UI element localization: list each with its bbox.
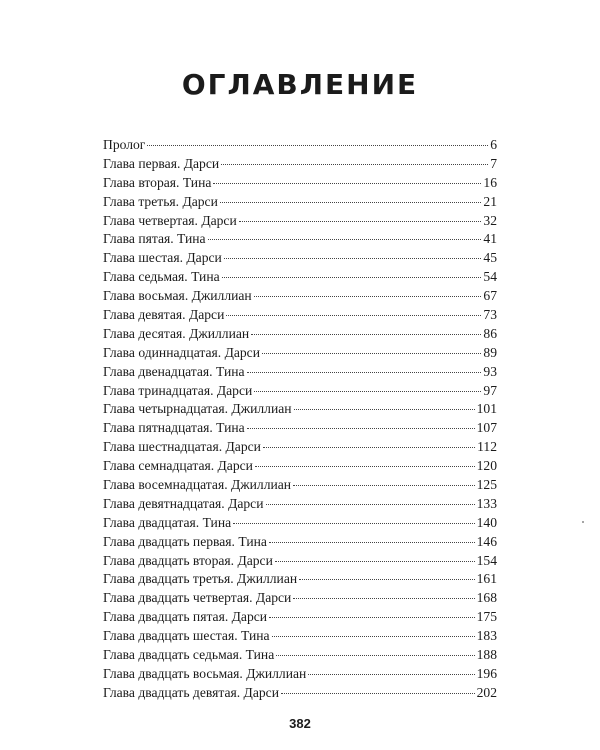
dot-leader <box>263 447 475 448</box>
toc-entry <box>103 193 497 212</box>
table-of-contents <box>103 136 497 703</box>
toc-entry-title: Глава двадцатая. Тина <box>103 514 232 530</box>
toc-entry-title: Глава двадцать четвертая. Дарси <box>103 590 292 606</box>
dot-leader <box>251 334 481 335</box>
dot-leader <box>275 561 475 562</box>
toc-entry-page: 101 <box>476 401 497 417</box>
toc-entry <box>103 306 497 325</box>
dot-leader <box>224 258 482 259</box>
toc-entry-page: 32 <box>483 212 497 228</box>
toc-entry-title: Глава пятнадцатая. Тина <box>103 420 245 436</box>
toc-entry <box>103 363 497 382</box>
toc-entry <box>103 155 497 174</box>
toc-entry <box>103 533 497 552</box>
dot-leader <box>269 542 475 543</box>
dot-leader <box>239 221 482 222</box>
toc-entry-title: Глава двадцать девятая. Дарси <box>103 684 279 700</box>
toc-entry-page: 175 <box>476 609 497 625</box>
toc-entry <box>103 136 497 155</box>
toc-entry-page: 183 <box>476 628 497 644</box>
dot-leader <box>147 145 488 146</box>
toc-entry-page: 168 <box>476 590 497 606</box>
dot-leader <box>208 239 482 240</box>
toc-entry-page: 202 <box>476 684 497 700</box>
toc-entry-page: 146 <box>476 533 497 549</box>
toc-entry-title: Глава третья. Дарси <box>103 193 218 209</box>
toc-entry-title: Глава вторая. Тина <box>103 174 212 190</box>
toc-entry-page: 154 <box>476 552 497 568</box>
toc-entry-page: 86 <box>483 325 497 341</box>
toc-entry <box>103 400 497 419</box>
toc-entry-title: Глава семнадцатая. Дарси <box>103 458 253 474</box>
toc-entry <box>103 382 497 401</box>
toc-entry-title: Глава первая. Дарси <box>103 155 220 171</box>
toc-entry <box>103 514 497 533</box>
toc-entry <box>103 570 497 589</box>
dot-leader <box>247 428 475 429</box>
toc-entry-page: 93 <box>483 363 497 379</box>
toc-entry-page: 7 <box>490 155 497 171</box>
toc-entry-page: 125 <box>476 477 497 493</box>
toc-entry-title: Глава двадцать третья. Джиллиан <box>103 571 298 587</box>
toc-entry-title: Глава двадцать вторая. Дарси <box>103 552 273 568</box>
toc-entry-title: Глава восемнадцатая. Джиллиан <box>103 477 292 493</box>
dot-leader <box>262 353 481 354</box>
toc-entry <box>103 174 497 193</box>
toc-entry <box>103 344 497 363</box>
toc-entry-page: 196 <box>476 665 497 681</box>
print-speck <box>582 521 584 523</box>
toc-entry-title: Глава двадцать шестая. Тина <box>103 628 270 644</box>
dot-leader <box>299 579 474 580</box>
toc-entry <box>103 212 497 231</box>
dot-leader <box>266 504 475 505</box>
toc-entry-page: 45 <box>483 250 497 266</box>
toc-entry-title: Глава тринадцатая. Дарси <box>103 382 253 398</box>
toc-entry <box>103 438 497 457</box>
toc-entry <box>103 325 497 344</box>
toc-entry-page: 41 <box>483 231 497 247</box>
dot-leader <box>294 409 475 410</box>
toc-entry-page: 140 <box>476 514 497 530</box>
dot-leader <box>220 202 482 203</box>
dot-leader <box>221 164 488 165</box>
toc-entry <box>103 589 497 608</box>
toc-entry-title: Пролог <box>103 137 146 152</box>
toc-entry <box>103 684 497 703</box>
toc-entry-page: 54 <box>483 269 497 285</box>
toc-entry-title: Глава девятнадцатая. Дарси <box>103 495 264 511</box>
toc-entry-title: Глава двенадцатая. Тина <box>103 363 245 379</box>
toc-entry-page: 89 <box>483 344 497 360</box>
toc-entry-title: Глава шестая. Дарси <box>103 250 222 266</box>
dot-leader <box>213 183 481 184</box>
toc-entry-page: 73 <box>483 307 497 323</box>
dot-leader <box>254 296 482 297</box>
toc-entry-title: Глава шестнадцатая. Дарси <box>103 439 261 455</box>
toc-entry-page: 6 <box>490 137 497 152</box>
dot-leader <box>226 315 481 316</box>
dot-leader <box>272 636 475 637</box>
dot-leader <box>247 372 482 373</box>
dot-leader <box>222 277 482 278</box>
toc-entry <box>103 457 497 476</box>
toc-entry <box>103 419 497 438</box>
dot-leader <box>293 598 474 599</box>
dot-leader <box>254 391 481 392</box>
dot-leader <box>269 617 475 618</box>
toc-entry <box>103 476 497 495</box>
dot-leader <box>281 693 475 694</box>
toc-entry-title: Глава пятая. Тина <box>103 231 206 247</box>
toc-entry-title: Глава десятая. Джиллиан <box>103 325 250 341</box>
toc-entry-title: Глава седьмая. Тина <box>103 269 220 285</box>
dot-leader <box>293 485 475 486</box>
toc-entry-page: 120 <box>476 458 497 474</box>
toc-entry-title: Глава двадцать пятая. Дарси <box>103 609 268 625</box>
toc-entry-page: 16 <box>483 174 497 190</box>
toc-entry-title: Глава девятая. Дарси <box>103 307 225 323</box>
toc-entry-title: Глава четвертая. Дарси <box>103 212 237 228</box>
dot-leader <box>233 523 474 524</box>
page-title: ОГЛАВЛЕНИЕ <box>181 68 419 101</box>
toc-entry <box>103 608 497 627</box>
toc-entry-page: 107 <box>476 420 497 436</box>
toc-entry-title: Глава одиннадцатая. Дарси <box>103 344 260 360</box>
dot-leader <box>255 466 475 467</box>
toc-entry-page: 188 <box>476 647 497 663</box>
toc-entry-page: 67 <box>483 288 497 304</box>
toc-entry-title: Глава двадцать седьмая. Тина <box>103 647 275 663</box>
toc-entry <box>103 287 497 306</box>
dot-leader <box>276 655 474 656</box>
toc-entry-page: 97 <box>483 382 497 398</box>
toc-entry <box>103 552 497 571</box>
toc-entry-page: 112 <box>477 439 497 455</box>
toc-entry <box>103 646 497 665</box>
toc-entry <box>103 268 497 287</box>
dot-leader <box>308 674 474 675</box>
toc-entry <box>103 249 497 268</box>
toc-entry-page: 21 <box>483 193 497 209</box>
toc-entry <box>103 627 497 646</box>
toc-entry <box>103 495 497 514</box>
toc-entry-title: Глава четырнадцатая. Джиллиан <box>103 401 292 417</box>
toc-entry-title: Глава двадцать восьмая. Джиллиан <box>103 665 307 681</box>
toc-entry-title: Глава двадцать первая. Тина <box>103 533 267 549</box>
toc-entry-page: 133 <box>476 495 497 511</box>
page-number: 382 <box>289 716 311 731</box>
toc-entry <box>103 230 497 249</box>
toc-entry-page: 161 <box>476 571 497 587</box>
toc-entry-title: Глава восьмая. Джиллиан <box>103 288 252 304</box>
toc-entry <box>103 665 497 684</box>
